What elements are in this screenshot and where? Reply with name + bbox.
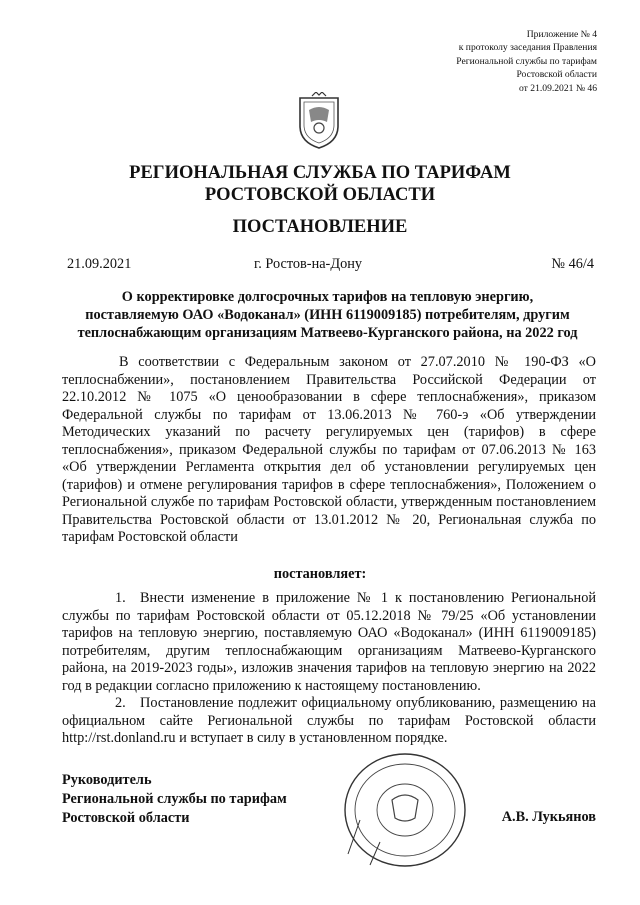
organization-title <box>0 162 640 206</box>
coat-of-arms-icon <box>294 92 344 150</box>
subject-line: теплоснабжающим организациям Матвеево-Курганского района, на 2022 год <box>77 325 578 341</box>
official-seal-icon <box>340 750 470 870</box>
signature-line: Ростовской области <box>62 810 190 826</box>
organization-line: РОСТОВСКОЙ ОБЛАСТИ <box>204 185 436 205</box>
signer-name: А.В. Лукьянов <box>501 809 596 825</box>
document-type: ПОСТАНОВЛЕНИЕ <box>232 217 408 237</box>
resolves-heading: постановляет: <box>273 566 367 582</box>
preamble-paragraph: В соответствии с Федеральным законом от 27.07.2010 № 190-ФЗ «О теплоснабжении», постановлением Правительства Российской Федерации от 22.10.2012 № 1075 «О ценообразовании в сфере теплоснабжения», приказом Федеральной службы по тарифам от 13.06.2013 № 760-э «Об утверждении Методических указаний по расчету регулируемых цен (тарифов) в сфере теплоснабжения», приказом Федеральной службы по тарифам от 07.06.2013 № 163 «Об утверждении Регламента открытия дел об установлении регулируемых цен (тарифов) и отмене регулирования тарифов в сфере теплоснабжения», Положением о Региональной службе по тарифам Ростовской области, утвержденным постановлением Правительства Ростовской области от 13.01.2012 № 20, Региональная служба по тарифам Ростовской области <box>62 354 596 545</box>
resolution-items <box>62 590 596 748</box>
document-subject <box>55 288 600 342</box>
appendix-line: к протоколу заседания Правления <box>458 42 597 54</box>
resolution-item: 2. Постановление подлежит официальному опубликованию, размещению на официальном сайте Региональной службы по тарифам Ростовской области http://rst.donland.ru и вступает в силу в установленном порядке. <box>62 695 596 746</box>
resolution-item: 1. Внести изменение в приложение № 1 к постановлению Региональной службы по тарифам Ростовской области от 05.12.2018 № 79/25 «Об установлении тарифов на тепловую энергию, поставляемую ОАО «Водоканал» (ИНН 6119009185) потребителям, другим теплоснабжающим организациям Матвеево-Курганского района, на 2019-2023 годы», изложив значения тарифов на тепловую энергию на 2022 год в редакции согласно приложению к настоящему постановлению. <box>62 590 596 694</box>
subject-line: О корректировке долгосрочных тарифов на тепловую энергию, <box>121 289 534 305</box>
appendix-line: Ростовской области <box>516 69 597 81</box>
document-city: г. Ростов-на-Дону <box>254 256 363 272</box>
organization-line: РЕГИОНАЛЬНАЯ СЛУЖБА ПО ТАРИФАМ <box>129 163 511 183</box>
appendix-line: Приложение № 4 <box>526 29 597 40</box>
subject-line: поставляемую ОАО «Водоканал» (ИНН 6119009185) потребителям, другим <box>85 307 570 323</box>
appendix-line: Региональной службы по тарифам <box>456 55 597 67</box>
signature-block <box>62 771 287 828</box>
document-date: 21.09.2021 <box>67 256 132 272</box>
document-number: № 46/4 <box>551 256 594 272</box>
signature-line: Руководитель <box>62 772 152 788</box>
signature-line: Региональной службы по тарифам <box>62 791 287 807</box>
appendix-line: от 21.09.2021 № 46 <box>519 82 597 94</box>
appendix-note <box>456 28 597 95</box>
document-meta <box>67 256 594 273</box>
